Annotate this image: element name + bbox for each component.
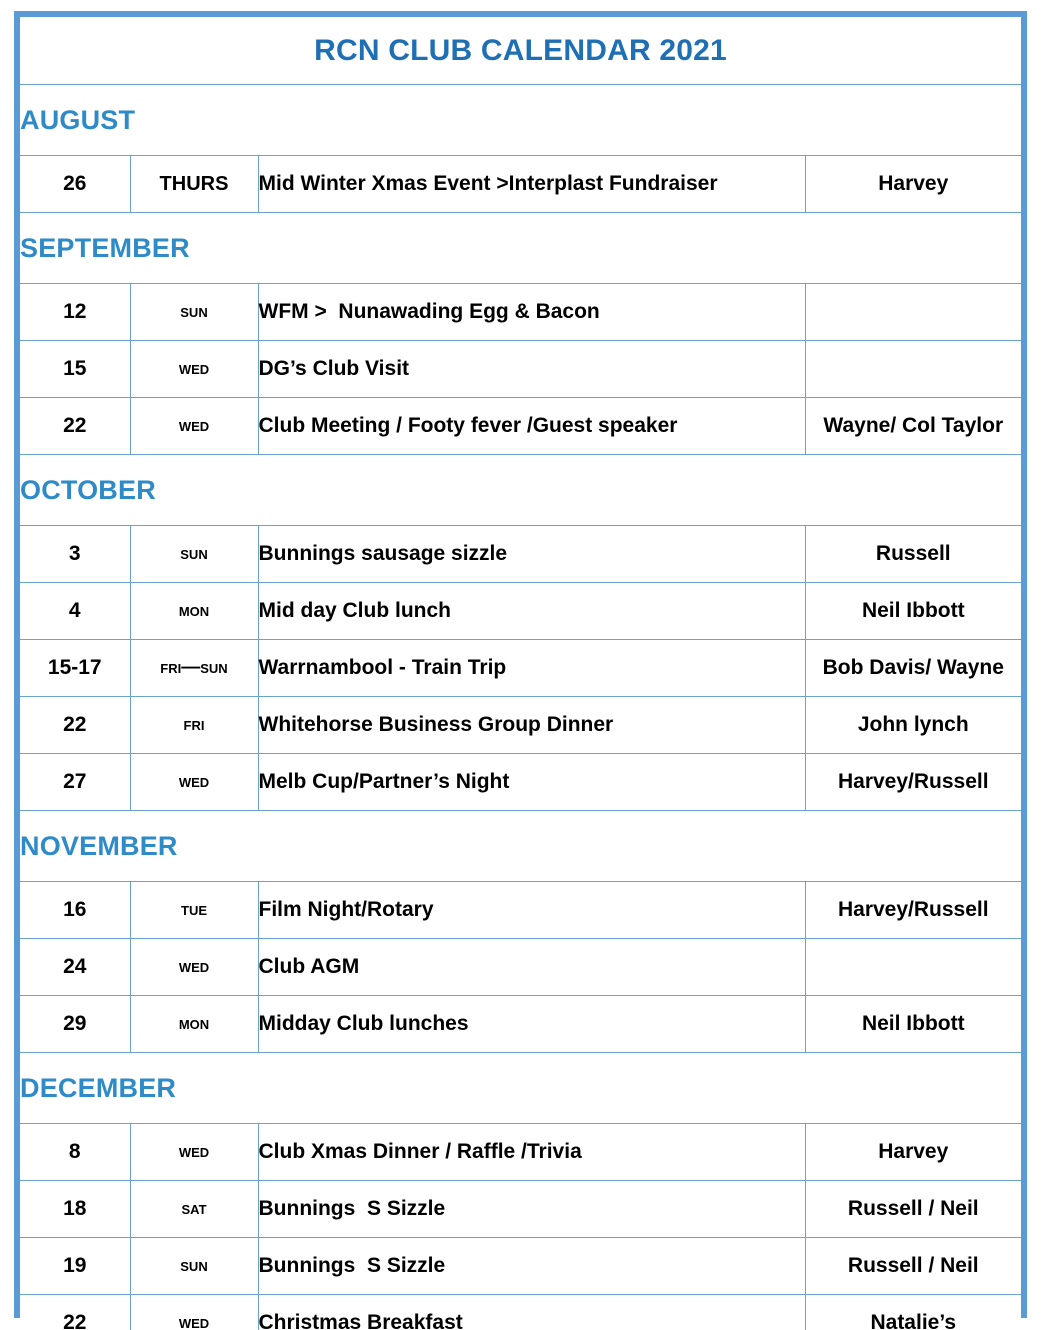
event-description-cell: Club Meeting / Footy fever /Guest speaker [258,398,805,455]
event-description-cell: DG’s Club Visit [258,341,805,398]
calendar-body [20,17,1021,1330]
event-date-cell: 15 [20,341,130,398]
event-weekday-cell: wed [130,1124,258,1181]
event-description-cell: Club Xmas Dinner / Raffle /Trivia [258,1124,805,1181]
month-header-label: SEPTEMBER [20,213,1021,284]
event-description-cell: Whitehorse Business Group Dinner [258,697,805,754]
event-date-cell: 8 [20,1124,130,1181]
table-row [20,996,1021,1053]
event-owner-cell: John lynch [805,697,1021,754]
event-weekday-cell: tue [130,882,258,939]
event-description-cell: Midday Club lunches [258,996,805,1053]
event-date-cell: 26 [20,156,130,213]
event-owner-cell: Russell [805,526,1021,583]
month-header-row [20,455,1021,526]
event-description-cell: Bunnings S Sizzle [258,1238,805,1295]
event-date-cell: 12 [20,284,130,341]
event-weekday-cell: mon [130,583,258,640]
table-row [20,284,1021,341]
event-date-cell: 3 [20,526,130,583]
event-description-cell: Mid day Club lunch [258,583,805,640]
event-weekday-cell: THURS [130,156,258,213]
event-date-cell: 24 [20,939,130,996]
event-description-cell: Bunnings sausage sizzle [258,526,805,583]
event-weekday-cell: wed [130,939,258,996]
event-description-cell: WFM > Nunawading Egg & Bacon [258,284,805,341]
month-header-label: NOVEMBER [20,811,1021,882]
month-header-label: DECEMBER [20,1053,1021,1124]
event-owner-cell: Harvey [805,156,1021,213]
event-date-cell: 27 [20,754,130,811]
event-weekday-cell: sun [130,284,258,341]
event-weekday-cell: fri [130,697,258,754]
table-row [20,754,1021,811]
event-owner-cell: Natalie’s [805,1295,1021,1330]
table-row [20,526,1021,583]
calendar-table [20,17,1021,1330]
event-description-cell: Warrnambool - Train Trip [258,640,805,697]
table-row [20,939,1021,996]
event-owner-cell [805,939,1021,996]
month-header-label: OCTOBER [20,455,1021,526]
event-date-cell: 22 [20,398,130,455]
event-weekday-cell: wed [130,1295,258,1330]
event-owner-cell: Wayne/ Col Taylor [805,398,1021,455]
event-owner-cell: Russell / Neil [805,1181,1021,1238]
event-description-cell: Film Night/Rotary [258,882,805,939]
month-header-row [20,213,1021,284]
event-owner-cell: Neil Ibbott [805,996,1021,1053]
event-owner-cell: Russell / Neil [805,1238,1021,1295]
event-owner-cell: Bob Davis/ Wayne [805,640,1021,697]
event-date-cell: 22 [20,1295,130,1330]
month-header-row [20,85,1021,156]
event-weekday-cell: wed [130,754,258,811]
table-row [20,1181,1021,1238]
month-header-row [20,811,1021,882]
month-header-row [20,1053,1021,1124]
event-date-cell: 19 [20,1238,130,1295]
event-owner-cell [805,284,1021,341]
table-row [20,583,1021,640]
table-row [20,1238,1021,1295]
event-owner-cell [805,341,1021,398]
event-description-cell: Mid Winter Xmas Event >Interplast Fundraiser [258,156,805,213]
event-weekday-cell: sat [130,1181,258,1238]
event-weekday-cell: sun [130,526,258,583]
event-date-cell: 15-17 [20,640,130,697]
event-weekday-cell: wed [130,341,258,398]
event-owner-cell: Neil Ibbott [805,583,1021,640]
calendar-table-frame [14,11,1027,1330]
table-row [20,156,1021,213]
event-date-cell: 4 [20,583,130,640]
event-date-cell: 22 [20,697,130,754]
table-row [20,640,1021,697]
page-title: RCN CLUB CALENDAR 2021 [20,17,1021,85]
event-date-cell: 18 [20,1181,130,1238]
event-owner-cell: Harvey/Russell [805,882,1021,939]
title-row [20,17,1021,85]
table-row [20,341,1021,398]
event-weekday-cell: wed [130,398,258,455]
month-header-label: AUGUST [20,85,1021,156]
table-row [20,398,1021,455]
event-description-cell: Club AGM [258,939,805,996]
event-date-cell: 16 [20,882,130,939]
event-weekday-cell: mon [130,996,258,1053]
event-description-cell: Bunnings S Sizzle [258,1181,805,1238]
event-description-cell: Christmas Breakfast [258,1295,805,1330]
table-row [20,1124,1021,1181]
event-owner-cell: Harvey/Russell [805,754,1021,811]
event-owner-cell: Harvey [805,1124,1021,1181]
event-weekday-cell: fri—sun [130,640,258,697]
event-date-cell: 29 [20,996,130,1053]
table-row [20,697,1021,754]
event-description-cell: Melb Cup/Partner’s Night [258,754,805,811]
table-row [20,882,1021,939]
event-weekday-cell: sun [130,1238,258,1295]
table-row [20,1295,1021,1330]
